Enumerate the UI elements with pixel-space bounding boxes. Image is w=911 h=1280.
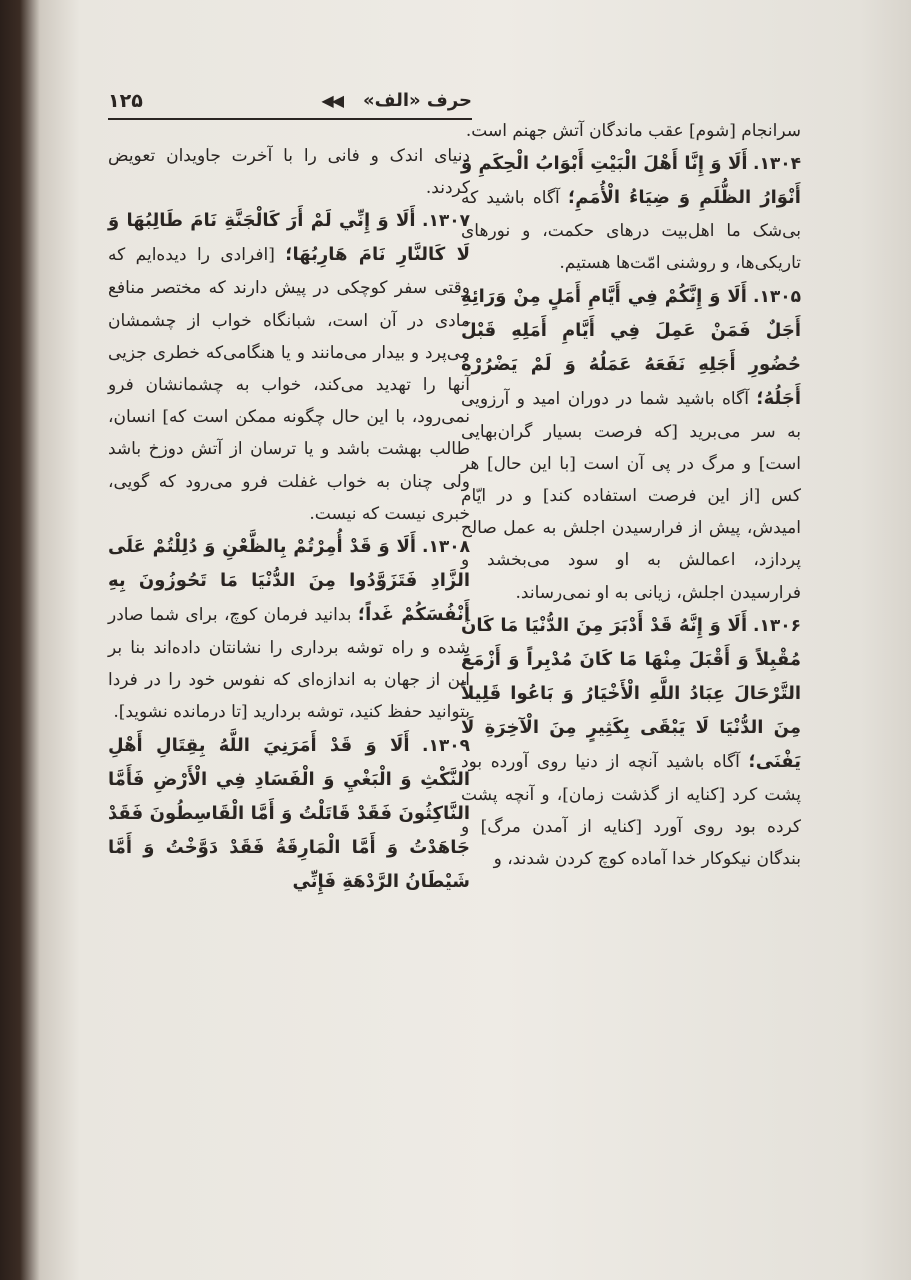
arabic-text: أَلَا وَ إِنِّي لَمْ أَرَ كَالْجَنَّةِ نَامَ طَالِبُهَا وَ لَا كَالنَّارِ نَامَ هَارِبُهَا؛: [108, 210, 470, 266]
entry-1304: [461, 147, 801, 279]
paragraph: سرانجام [شوم] عقب ماندگان آتش جهنم است.: [465, 121, 801, 141]
right-column: [461, 115, 801, 875]
page-number: ۱۲۵: [108, 90, 143, 112]
entry-number: ۱۳۰۸.: [422, 537, 470, 558]
arabic-text: أَلَا وَ قَدْ أُمِرْتُمْ بِالظَّعْنِ وَ دُلِلْتُمْ عَلَى الزَّادِ فَتَزَوَّدُوا مِنَ الدُّنْيَا مَا تَحُوزُونَ بِهِ أَنْفُسَكُمْ غَداً؛: [108, 536, 470, 626]
entry-number: ۱۳۰۷.: [422, 211, 470, 232]
entry-1309: [108, 729, 470, 899]
book-page: [40, 0, 911, 1280]
persian-text: آگاه باشید که بی‌شک ما اهل‌بیت درهای حکمت، و نورهای تاریکی‌ها، و روشنی امّت‌ها هستیم.: [461, 188, 801, 274]
persian-text: بدانید فرمان کوچ، برای شما صادر شده و راه توشه برداری را نشانتان داده‌اند بنا بر این از جهان به اندازه‌ای که نفوس خود را در فردا بتوانید حفظ کنید، توشه بردارید [تا درمانده نشوید].: [108, 605, 470, 723]
persian-text: آگاه باشید شما در دوران امید و آرزویی به سر می‌برید [که فرصت بسیار گران‌بهایی است] و مرگ در پی آن است [با این حال] هر کس [از این فرصت استفاده کند] و در ایّام امیدش، پیش از فرارسیدن اجلش به عمل صالح پردازد، اعمالش به او سود می‌بخشد و فرارسیدن اجلش، زیانی به او نمی‌رساند.: [461, 388, 801, 603]
paragraph: دنیای اندک و فانی را با آخرت جاویدان تعویض کردند.: [108, 146, 470, 199]
entry-1308: [108, 530, 470, 729]
page-header: [108, 88, 472, 120]
entry-1307: [108, 204, 470, 530]
entry-number: ۱۳۰۹.: [422, 735, 470, 756]
persian-text: [افرادی را دیده‌ایم که وقتی سفر کوچکی در پیش دارند که مختصر منافع مادی در آن است، شبانگاه خواب از چشمشان می‌پرد و بیدار می‌مانند و یا هنگامی‌که خطری جزیی آنها را تهدید می‌کند، خواب به چشمانشان فرو نمی‌رود، با این حال چگونه ممکن است که] انسان، طالب بهشت باشد و یا ترسان از آتش دوزخ باشد ولی چنان به خواب غفلت فرو می‌رود که گویی، خبری نیست که نیست.: [108, 245, 470, 524]
entry-number: ۱۳۰۵.: [753, 286, 801, 307]
arabic-text: أَلَا وَ إِنَّا أَهْلَ الْبَيْتِ أَبْوَابُ الْحِكَمِ وَ أَنْوَارُ الظُّلَمِ وَ ضِيَاءُ الْأُمَمِ؛: [461, 153, 801, 209]
arabic-text: أَلَا وَ قَدْ أَمَرَنِيَ اللَّهُ بِقِتَالِ أَهْلِ النَّكْثِ وَ الْبَغْيِ وَ الْفَسَادِ فِي الْأَرْضِ فَأَمَّا النَّاكِثُونَ فَقَدْ قَاتَلْتُ وَ أَمَّا الْقَاسِطُونَ فَقَدْ جَاهَدْتُ وَ أَمَّا الْمَارِقَةُ فَقَدْ دَوَّخْتُ وَ أَمَّا شَيْطَانُ الرَّدْهَةِ فَإِنِّي: [108, 734, 470, 892]
arabic-text: أَلَا وَ إِنَّكُمْ فِي أَيَّامِ أَمَلٍ مِنْ وَرَائِهِ أَجَلٌ فَمَنْ عَمِلَ فِي أَيَّامِ أَمَلِهِ قَبْلَ حُضُورِ أَجَلِهِ نَفَعَهُ عَمَلُهُ وَ لَمْ يَضْرُرْهُ أَجَلُهُ؛: [461, 285, 801, 409]
chapter-title: حرف «الف»: [363, 90, 472, 111]
entry-number: ۱۳۰۶.: [753, 615, 801, 636]
arrows-icon: ◀◀: [321, 91, 342, 110]
arabic-text: أَلَا وَ إِنَّهُ قَدْ أَدْبَرَ مِنَ الدُّنْيَا مَا كَانَ مُقْبِلاً وَ أَقْبَلَ مِنْهَا مَا كَانَ مُدْبِراً وَ أَزْمَعَ التَّرْحَالَ عِبَادُ اللَّهِ الْأَخْيَارُ وَ بَاعُوا قَلِيلاً مِنَ الدُّنْيَا لَا يَبْقَى بِكَثِيرٍ مِنَ الْآخِرَةِ لَا يَفْنَى؛: [461, 614, 802, 772]
persian-text: آگاه باشید آنچه از دنیا روی آورده بود پشت کرد [کنایه از گذشت زمان]، و آنچه پشت کرده بود روی آورد [کنایه از آمدن مرگ] و بندگان نیکوکار خدا آماده کوچ کردن شدند، و: [461, 751, 801, 870]
entry-1305: [461, 280, 801, 609]
entry-1306: [461, 609, 801, 876]
left-column: [108, 140, 470, 899]
entry-number: ۱۳۰۴.: [753, 154, 801, 175]
